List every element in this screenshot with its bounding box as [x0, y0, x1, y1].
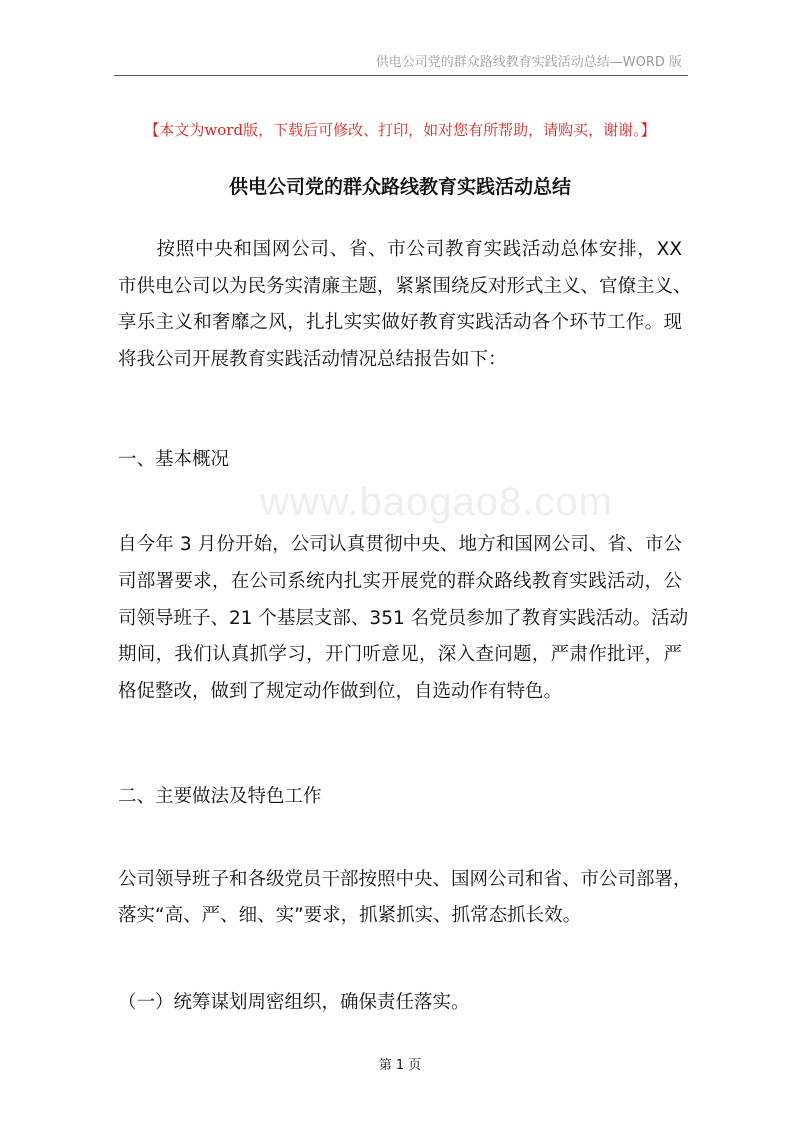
- paragraph-line: 落实“高、严、细、实”要求，抓紧抓实、抓常态抓长效。: [118, 905, 582, 926]
- document-title: 供电公司党的群众路线教育实践活动总结: [228, 176, 571, 198]
- paragraph-line: 将我公司开展教育实践活动情况总结报告如下：: [118, 349, 507, 370]
- section-heading: 二、主要做法及特色工作: [118, 786, 322, 807]
- paragraph-line: 司领导班子、21 个基层支部、351 名党员参加了教育实践活动。活动: [118, 608, 689, 629]
- paragraph-line: 公司领导班子和各级党员干部按照中央、国网公司和省、市公司部署，: [118, 869, 692, 890]
- header-divider: [114, 75, 688, 76]
- section-heading: 一、基本概况: [118, 449, 230, 470]
- paragraph-line: 自今年 3 月份开始，公司认真贯彻中央、地方和国网公司、省、市公: [118, 534, 682, 555]
- paragraph-line: 享乐主义和奢靡之风，扎扎实实做好教育实践活动各个环节工作。现: [118, 312, 682, 333]
- paragraph-line: 市供电公司以为民务实清廉主题，紧紧围绕反对形式主义、官僚主义、: [118, 276, 692, 297]
- paragraph-line: 按照中央和国网公司、省、市公司教育实践活动总体安排，XX: [118, 239, 682, 260]
- running-header: 供电公司党的群众路线教育实践活动总结—WORD 版: [375, 55, 682, 70]
- watermark: www.baogao8.com: [260, 480, 613, 524]
- paragraph-line: 司部署要求，在公司系统内扎实开展党的群众路线教育实践活动，公: [118, 571, 682, 592]
- page-number: 第 1 页: [378, 1058, 422, 1073]
- purchase-notice: 【本文为word版，下载后可修改、打印，如对您有所帮助，请购买，谢谢。】: [144, 121, 656, 139]
- paragraph-line: 期间，我们认真抓学习，开门听意见，深入查问题，严肃作批评，严: [118, 644, 682, 665]
- paragraph-line: 格促整改，做到了规定动作做到位，自选动作有特色。: [118, 681, 563, 702]
- subsection-heading: （一）统筹谋划周密组织，确保责任落实。: [118, 992, 470, 1013]
